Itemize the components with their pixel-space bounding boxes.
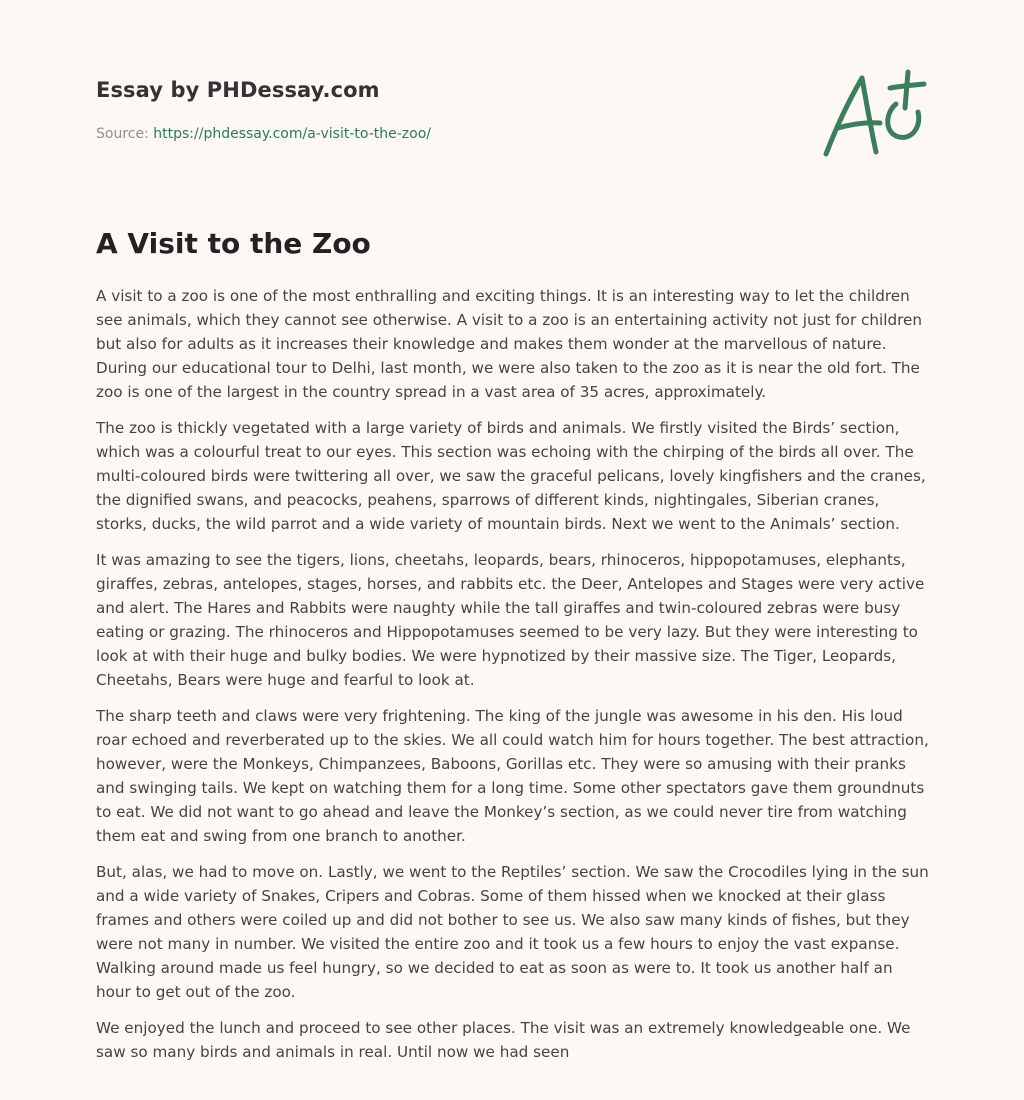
essay-paragraph: The zoo is thickly vegetated with a large variety of birds and animals. We firstly visited the Birds’ section, which was a colourful treat to our eyes. This section was echoing with the chirping of the birds all over. The multi-coloured birds were twittering all over, we saw the graceful pelicans, lovely kingfishers and the cranes, the dignified swans, and peacocks, peahens, sparrows of different kinds, nightingales, Siberian cranes, storks, ducks, the wild parrot and a wide variety of mountain birds. Next we went to the Animals’ section. [96, 419, 926, 533]
essay-paragraph: But, alas, we had to move on. Lastly, we went to the Reptiles’ section. We saw the Crocodiles lying in the sun and a wide variety of Snakes, Cripers and Cobras. Some of them hissed when we knocked at their glass frames and others were coiled up and did not bother to see us. We also saw many kinds of fishes, but they were not many in number. We visited the entire zoo and it took us a few hours to enjoy the vast expanse. Walking around made us feel hungry, so we decided to eat as soon as were to. It took us another half an hour to get out of the zoo. [96, 863, 929, 1001]
essay-paragraph: A visit to a zoo is one of the most enthralling and exciting things. It is an interesting way to let the children see animals, which they cannot see otherwise. A visit to a zoo is an entertaining activity not just for children but also for adults as it increases their knowledge and makes them wonder at the marvellous of nature. During our educational tour to Delhi, last month, we were also taken to the zoo as it is near the old fort. The zoo is one of the largest in the country spread in a vast area of 35 acres, approximately. [96, 287, 922, 401]
source-link[interactable]: https://phdessay.com/a-visit-to-the-zoo/ [153, 126, 431, 142]
essay-paragraph: The sharp teeth and claws were very frightening. The king of the jungle was awesome in his den. His loud roar echoed and reverberated up to the skies. We all could watch him for hours together. The best attraction, however, were the Monkeys, Chimpanzees, Baboons, Gorillas etc. They were so amusing with their pranks and swinging tails. We kept on watching them for a long time. Some other spectators gave them groundnuts to eat. We did not want to go ahead and leave the Monkey’s section, as we could never tire from watching them eat and swing from one branch to another. [96, 707, 929, 845]
a-letter-crossbar [838, 123, 880, 128]
a-letter-right-stroke [862, 78, 876, 152]
essay-paragraph: We enjoyed the lunch and proceed to see other places. The visit was an extremely knowledgeable one. We saw so many birds and animals in real. Until now we had seen [96, 1019, 911, 1061]
brand-title: Essay by PHDessay.com [96, 78, 380, 102]
site-header [96, 74, 928, 174]
source-label: Source: [96, 126, 149, 142]
a-plus-grade-icon [818, 68, 928, 168]
plus-vertical-stroke [905, 72, 908, 108]
source-line [96, 124, 431, 144]
essay-body [96, 284, 932, 1076]
plus-horizontal-stroke [890, 84, 924, 88]
essay-paragraph: It was amazing to see the tigers, lions, cheetahs, leopards, bears, rhinoceros, hippopotamuses, elephants, giraffes, zebras, antelopes, stages, horses, and rabbits etc. the Deer, Antelopes and Stages were very active and alert. The Hares and Rabbits were naughty while the tall giraffes and twin-coloured zebras were busy eating or grazing. The rhinoceros and Hippopotamuses seemed to be very lazy. But they were interesting to look at with their huge and bulky bodies. We were hypnotized by their massive size. The Tiger, Leopards, Cheetahs, Bears were huge and fearful to look at. [96, 551, 925, 689]
a-letter-left-stroke [826, 78, 862, 154]
essay-title: A Visit to the Zoo [96, 227, 371, 260]
